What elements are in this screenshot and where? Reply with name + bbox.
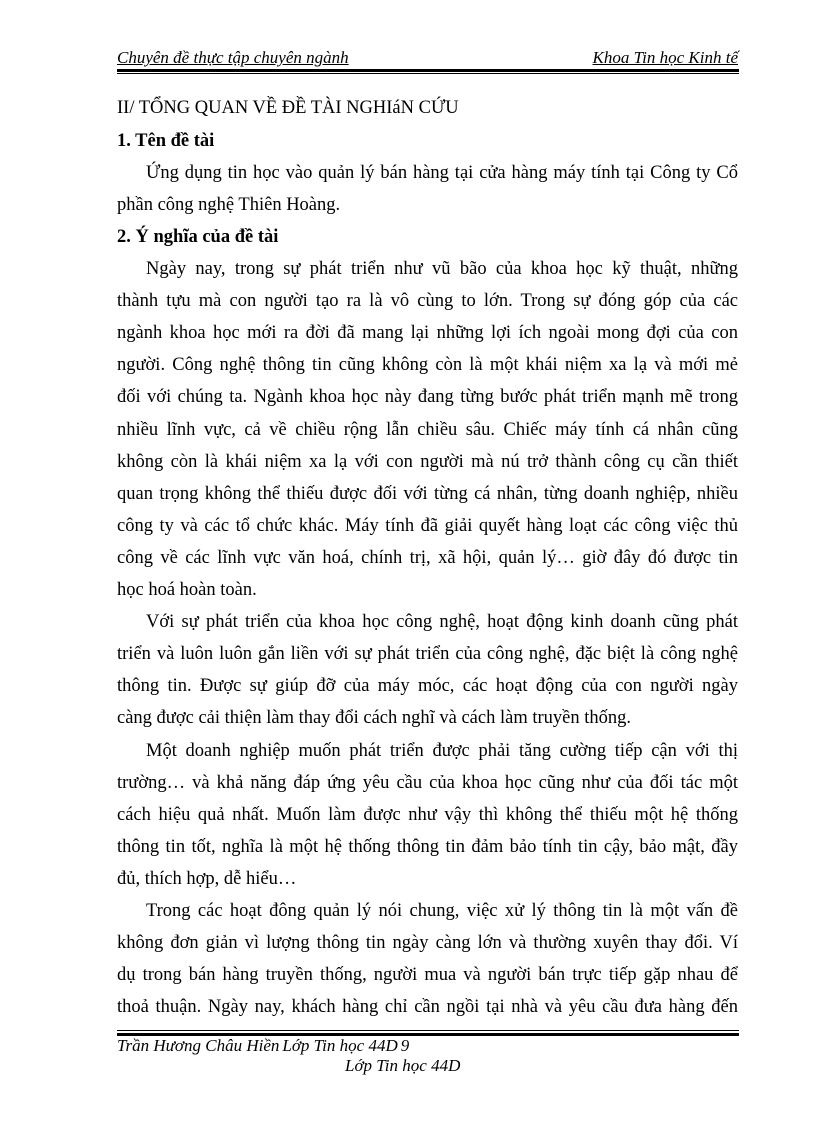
text-line: ngành khoa học mới ra đời đã mang lại những lợi ích ngoài mong đợi của con [117, 323, 738, 344]
header-right: Khoa Tin học Kinh tế [592, 48, 738, 67]
text-line: thông tin. Được sự giúp đỡ của máy móc, các hoạt động của con người ngày [117, 676, 738, 697]
text-line: cách hiệu quả nhất. Muốn làm được như vậy thì không thể thiếu một hệ thống [117, 804, 738, 825]
footer-class: Lớp Tin học 44D [345, 1056, 461, 1075]
text-line: Một doanh nghiệp muốn phát triển được phải tăng cường tiếp cận với thị [146, 740, 738, 761]
text-line: học hoá hoàn toàn. [117, 580, 257, 600]
footer-line [117, 1036, 409, 1056]
text-line: nhiều lĩnh vực, cả về chiều rộng lẫn chiều sâu. Chiếc máy tính cá nhân cũng [117, 419, 738, 440]
text-line: càng được cải thiện làm thay đổi cách nghĩ và cách làm truyền thống. [117, 708, 631, 729]
text-line: quan trọng không thể thiếu được đối với từng cá nhân, từng doanh nghiệp, nhiều [117, 483, 738, 504]
text-line: Với sự phát triển của khoa học công nghệ, hoạt động kinh doanh cũng phát [146, 612, 738, 633]
text-line: dụ trong bán hàng truyền thống, người mua và người bán trực tiếp gặp nhau để [117, 965, 738, 986]
text-line: Ngày nay, trong sự phát triển như vũ bão của khoa học kỹ thuật, những [146, 259, 738, 279]
footer-class-inline: Lớp Tin học 44D [282, 1036, 398, 1055]
text-line: đối với chúng ta. Ngành khoa học này đang từng bước phát triển mạnh mẽ trong [117, 387, 738, 408]
text-line: phần công nghệ Thiên Hoàng. [117, 195, 341, 215]
text-line: công ty và các tổ chức khác. Máy tính đã giải quyết hàng loạt các công việc thủ [117, 515, 738, 536]
text-line: Trong các hoạt đông quản lý nói chung, việc xử lý thông tin là một vấn đề [146, 901, 738, 921]
text-line: thông tin tốt, nghĩa là một hệ thống thông tin đảm bảo tính tin cậy, bảo mật, đầy [117, 836, 738, 857]
text-line: công về các lĩnh vực văn hoá, chính trị, xã hội, quản lý… giờ đây đó được tin [117, 547, 738, 568]
text-line: đủ, thích hợp, dễ hiểu… [117, 868, 297, 889]
subheading: 1. Tên đề tài [117, 131, 215, 151]
page-number: 9 [400, 1036, 410, 1055]
header-rule-thin [117, 73, 739, 74]
subheading: 2. Ý nghĩa của đề tài [117, 227, 279, 247]
footer-author: Trần Hương Châu Hiền [117, 1036, 280, 1055]
page-header [117, 48, 738, 70]
header-left: Chuyên đề thực tập chuyên ngành [117, 48, 349, 67]
text-line: không đơn giản vì lượng thông tin ngày càng lớn và thường xuyên thay đổi. Ví [117, 933, 738, 954]
text-line: trường… và khả năng đáp ứng yêu cầu của khoa học cũng như của đối tác một [117, 772, 738, 793]
header-rule [117, 69, 739, 72]
text-line: không còn là khái niệm xa lạ với con người mà nú trở thành công cụ cần thiết [117, 451, 738, 472]
text-line: Ứng dụng tin học vào quản lý bán hàng tại cửa hàng máy tính tại Công ty Cổ [146, 163, 738, 183]
footer-rule-thin [117, 1030, 739, 1031]
text-line: người. Công nghệ thông tin cũng không còn là một khái niệm xa lạ và mới mẻ [117, 355, 738, 376]
text-line: thoả thuận. Ngày nay, khách hàng chỉ cần ngồi tại nhà và yêu cầu đưa hàng đến [117, 997, 738, 1018]
text-line: triển và luôn luôn gắn liền với sự phát triển của công nghệ, đặc biệt là công nghệ [117, 644, 738, 665]
section-title: II/ TỔNG QUAN VỀ ĐỀ TÀI NGHIáN CỨU [117, 98, 459, 118]
text-line: thành tựu mà con người tạo ra là vô cùng to lớn. Trong sự đóng góp của các [117, 291, 738, 312]
